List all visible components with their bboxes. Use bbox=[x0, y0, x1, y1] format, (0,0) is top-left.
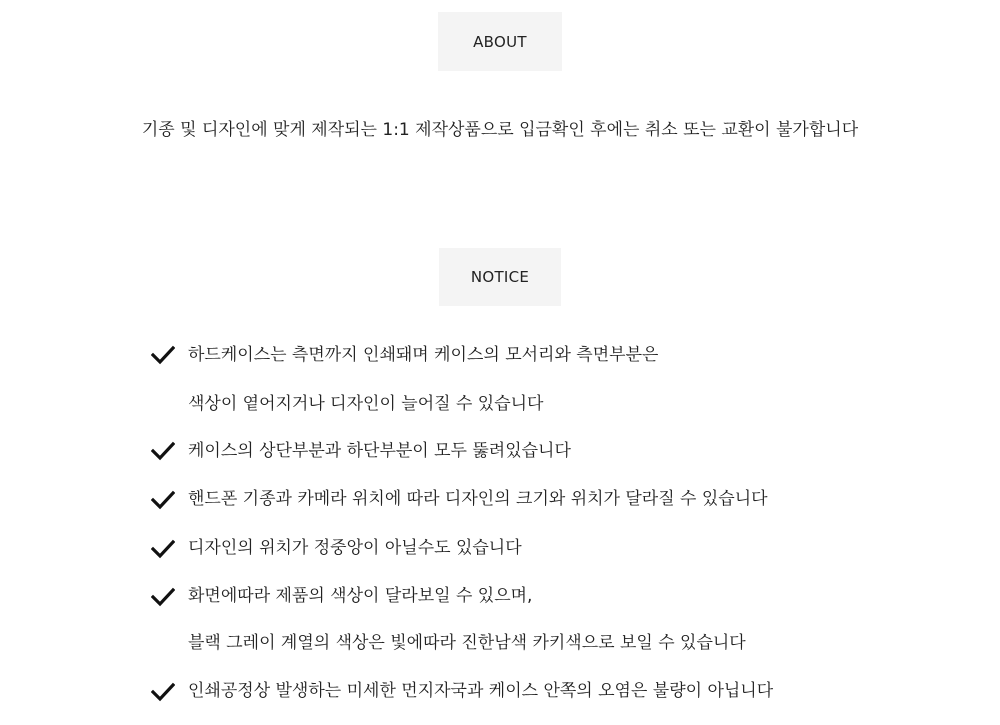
notice-item-1-line-2: 색상이 옅어지거나 디자인이 늘어질 수 있습니다 bbox=[188, 394, 544, 414]
notice-item-2-line-1: 케이스의 상단부분과 하단부분이 모두 뚫려있습니다 bbox=[188, 441, 571, 461]
notice-item-3-line-1: 핸드폰 기종과 카메라 위치에 따라 디자인의 크기와 위치가 달라질 수 있습니다 bbox=[188, 489, 768, 509]
checkmark-icon bbox=[151, 439, 175, 463]
notice-item-6-line-1: 인쇄공정상 발생하는 미세한 먼지자국과 케이스 안쪽의 오염은 불량이 아닙니다 bbox=[188, 681, 774, 701]
checkmark-icon bbox=[151, 537, 175, 561]
checkmark-icon bbox=[151, 585, 175, 609]
notice-item-4-line-1: 디자인의 위치가 정중앙이 아닐수도 있습니다 bbox=[188, 538, 522, 558]
about-description: 기종 및 디자인에 맞게 제작되는 1:1 제작상품으로 입금확인 후에는 취소 또는 교환이 불가합니다 bbox=[141, 120, 859, 140]
notice-label-text: NOTICE bbox=[470, 268, 530, 286]
checkmark-icon bbox=[151, 343, 175, 367]
notice-item-5-line-2: 블랙 그레이 계열의 색상은 빛에따라 진한남색 카키색으로 보일 수 있습니다 bbox=[188, 633, 746, 653]
notice-item-5-line-1: 화면에따라 제품의 색상이 달라보일 수 있으며, bbox=[188, 586, 533, 606]
about-label-text: ABOUT bbox=[473, 32, 527, 51]
checkmark-icon bbox=[151, 488, 175, 512]
notice-item-1-line-1: 하드케이스는 측면까지 인쇄돼며 케이스의 모서리와 측면부분은 bbox=[188, 345, 659, 365]
checkmark-icon bbox=[151, 680, 175, 704]
